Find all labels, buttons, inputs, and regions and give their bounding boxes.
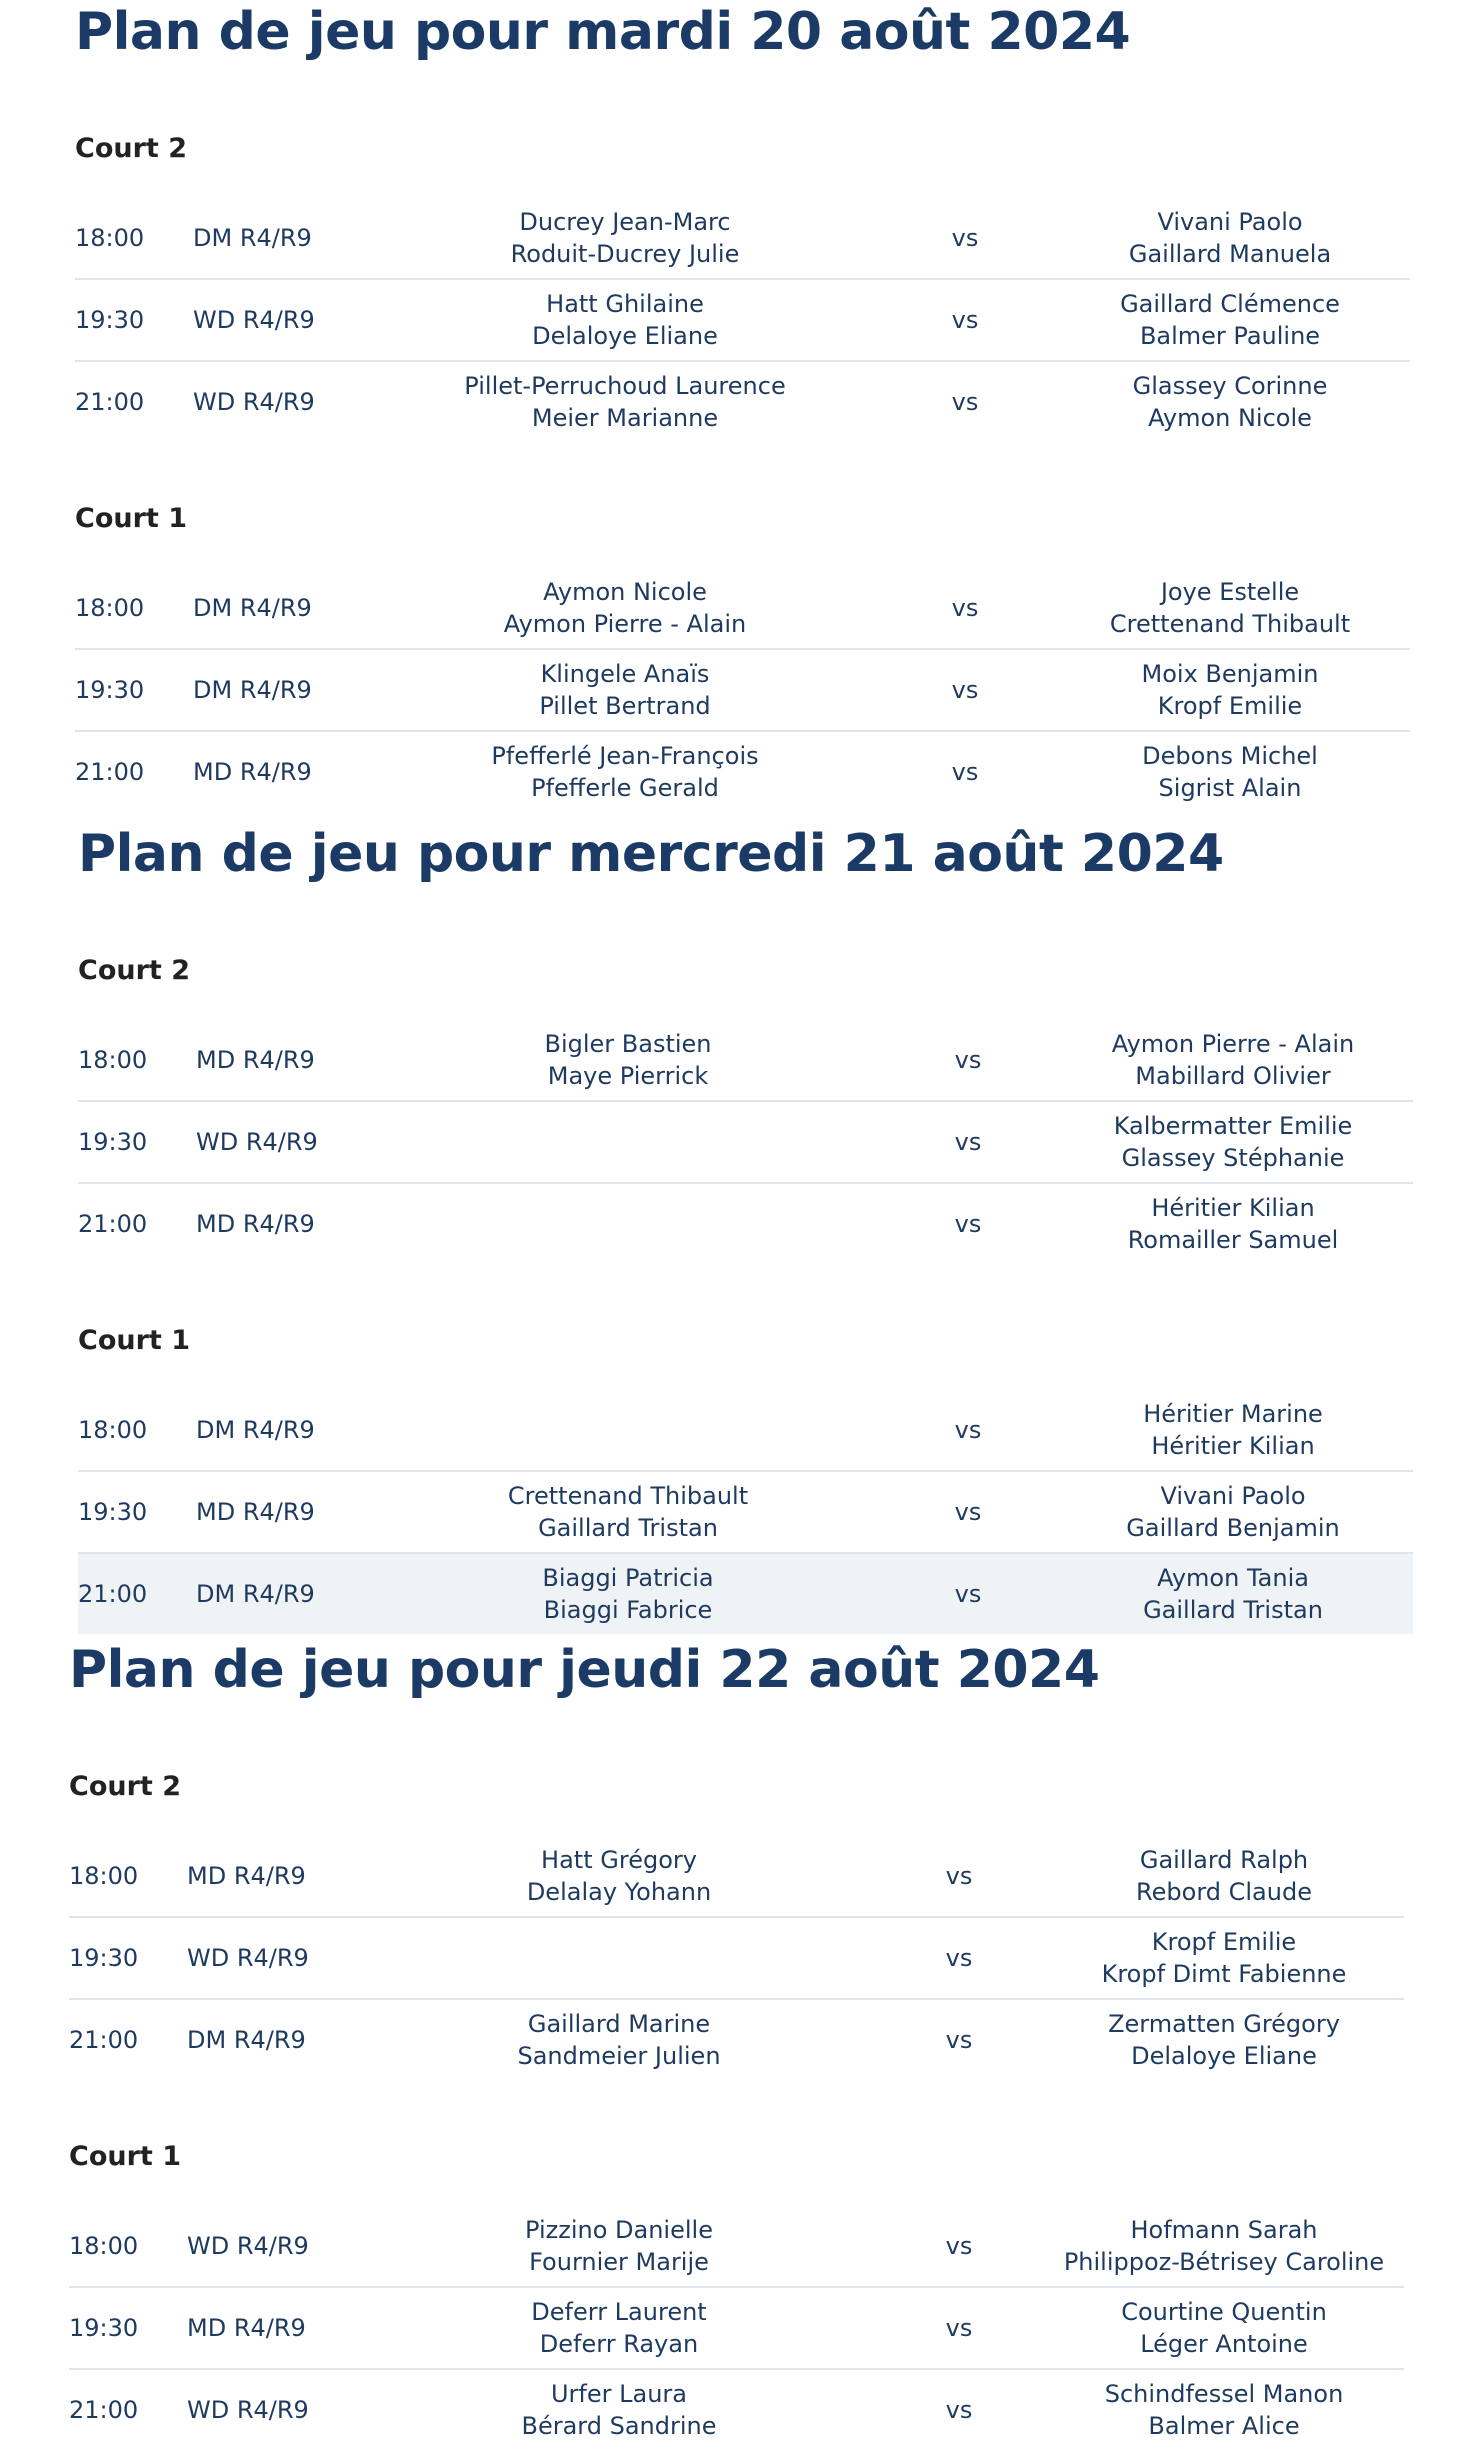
match-time: 18:00 <box>78 1416 148 1444</box>
player-name: Bérard Sandrine <box>521 2412 717 2440</box>
team-1 <box>418 1554 838 1634</box>
player-name: Gaillard Benjamin <box>1126 1514 1340 1542</box>
day-section <box>69 1638 1404 2440</box>
player-name: Héritier Kilian <box>1151 1432 1315 1460</box>
player-name: Gaillard Clémence <box>1120 290 1340 318</box>
day-title: Plan de jeu pour jeudi 22 août 2024 <box>69 1640 1100 1700</box>
match-event: WD R4/R9 <box>187 1944 309 1972</box>
player-name: Gaillard Marine <box>527 2010 711 2038</box>
player-name: Sandmeier Julien <box>517 2042 721 2070</box>
match-row <box>78 1184 1413 1264</box>
player-name: Moix Benjamin <box>1141 660 1319 688</box>
match-time: 21:00 <box>69 2026 139 2054</box>
team-1 <box>418 1020 838 1100</box>
match-row <box>75 362 1410 442</box>
team-1 <box>409 2000 829 2080</box>
team-2 <box>1029 2000 1419 2080</box>
player-name: Aymon Tania <box>1157 1564 1309 1592</box>
court-title: Court 1 <box>69 2141 181 2172</box>
match-time: 21:00 <box>75 388 145 416</box>
team-2 <box>1035 568 1425 648</box>
player-name: Rebord Claude <box>1136 1878 1312 1906</box>
team-1 <box>415 732 835 812</box>
team-1 <box>415 568 835 648</box>
player-name: Schindfessel Manon <box>1104 2380 1344 2408</box>
court-title: Court 1 <box>75 503 187 534</box>
player-name: Pillet-Perruchoud Laurence <box>464 372 786 400</box>
player-name: Romailler Samuel <box>1127 1226 1339 1254</box>
team-2 <box>1029 2370 1419 2450</box>
team-1 <box>418 1184 838 1264</box>
match-time: 21:00 <box>69 2396 139 2424</box>
player-name: Gaillard Tristan <box>1143 1596 1323 1624</box>
team-2 <box>1035 198 1425 278</box>
team-1 <box>409 2370 829 2450</box>
match-event: DM R4/R9 <box>193 594 312 622</box>
player-name: Meier Marianne <box>531 404 719 432</box>
player-name: Pillet Bertrand <box>539 692 711 720</box>
player-name: Glassey Corinne <box>1132 372 1328 400</box>
team-2 <box>1035 650 1425 730</box>
match-event: DM R4/R9 <box>196 1580 315 1608</box>
player-name: Hatt Grégory <box>541 1846 697 1874</box>
vs-label: vs <box>951 306 979 334</box>
match-row <box>69 1836 1404 1918</box>
match-event: WD R4/R9 <box>187 2396 309 2424</box>
player-name: Zermatten Grégory <box>1108 2010 1340 2038</box>
match-event: WD R4/R9 <box>187 2232 309 2260</box>
team-1 <box>415 362 835 442</box>
team-1 <box>418 1390 838 1470</box>
team-2 <box>1038 1472 1428 1552</box>
match-event: DM R4/R9 <box>193 676 312 704</box>
team-1 <box>418 1472 838 1552</box>
vs-label: vs <box>951 224 979 252</box>
match-time: 21:00 <box>78 1580 148 1608</box>
team-1 <box>415 650 835 730</box>
match-event: DM R4/R9 <box>193 224 312 252</box>
player-name: Maye Pierrick <box>547 1062 709 1090</box>
team-1 <box>409 1918 829 1998</box>
match-event: MD R4/R9 <box>196 1046 315 1074</box>
match-event: MD R4/R9 <box>193 758 312 786</box>
team-2 <box>1038 1020 1428 1100</box>
team-2 <box>1035 280 1425 360</box>
match-row <box>69 2206 1404 2288</box>
team-1 <box>409 2206 829 2286</box>
vs-label: vs <box>954 1498 982 1526</box>
match-row <box>78 1390 1413 1472</box>
match-row <box>75 280 1410 362</box>
match-time: 19:30 <box>78 1498 148 1526</box>
player-name: Sigrist Alain <box>1158 774 1302 802</box>
player-name: Aymon Pierre - Alain <box>503 610 747 638</box>
player-name: Aymon Pierre - Alain <box>1111 1030 1355 1058</box>
player-name: Deferr Rayan <box>539 2330 699 2358</box>
player-name: Ducrey Jean-Marc <box>519 208 731 236</box>
player-name: Urfer Laura <box>550 2380 687 2408</box>
player-name: Kropf Emilie <box>1157 692 1303 720</box>
day-section <box>78 822 1413 1624</box>
match-event: WD R4/R9 <box>196 1128 318 1156</box>
player-name: Delaloye Eliane <box>1131 2042 1317 2070</box>
match-event: DM R4/R9 <box>196 1416 315 1444</box>
player-name: Hatt Ghilaine <box>546 290 704 318</box>
player-name: Roduit-Ducrey Julie <box>510 240 740 268</box>
team-2 <box>1035 732 1425 812</box>
match-time: 18:00 <box>69 2232 139 2260</box>
match-time: 19:30 <box>78 1128 148 1156</box>
player-name: Fournier Marije <box>529 2248 709 2276</box>
player-name: Gaillard Ralph <box>1139 1846 1309 1874</box>
vs-label: vs <box>945 2396 973 2424</box>
match-row <box>75 732 1410 812</box>
player-name: Pizzino Danielle <box>525 2216 713 2244</box>
vs-label: vs <box>945 1944 973 1972</box>
player-name: Biaggi Fabrice <box>543 1596 713 1624</box>
player-name: Glassey Stéphanie <box>1121 1144 1345 1172</box>
player-name: Crettenand Thibault <box>1109 610 1351 638</box>
match-time: 18:00 <box>78 1046 148 1074</box>
team-2 <box>1038 1184 1428 1264</box>
player-name: Philippoz-Bétrisey Caroline <box>1063 2248 1385 2276</box>
team-1 <box>418 1102 838 1182</box>
match-row <box>78 1102 1413 1184</box>
team-1 <box>409 1836 829 1916</box>
match-time: 19:30 <box>69 2314 139 2342</box>
vs-label: vs <box>945 1862 973 1890</box>
player-name: Léger Antoine <box>1140 2330 1308 2358</box>
match-row <box>78 1020 1413 1102</box>
match-row <box>75 650 1410 732</box>
day-title: Plan de jeu pour mardi 20 août 2024 <box>75 2 1131 62</box>
player-name: Kropf Emilie <box>1151 1928 1297 1956</box>
team-2 <box>1038 1390 1428 1470</box>
team-2 <box>1029 2288 1419 2368</box>
match-row <box>75 198 1410 280</box>
match-event: DM R4/R9 <box>187 2026 306 2054</box>
vs-label: vs <box>954 1046 982 1074</box>
vs-label: vs <box>951 758 979 786</box>
match-row <box>69 2288 1404 2370</box>
vs-label: vs <box>951 388 979 416</box>
player-name: Balmer Alice <box>1148 2412 1300 2440</box>
vs-label: vs <box>954 1580 982 1608</box>
player-name: Mabillard Olivier <box>1135 1062 1331 1090</box>
match-event: MD R4/R9 <box>187 1862 306 1890</box>
match-time: 18:00 <box>75 224 145 252</box>
day-section <box>75 0 1410 802</box>
court-title: Court 2 <box>69 1771 181 1802</box>
vs-label: vs <box>951 594 979 622</box>
team-1 <box>415 280 835 360</box>
team-2 <box>1029 1918 1419 1998</box>
match-row <box>69 2000 1404 2080</box>
vs-label: vs <box>951 676 979 704</box>
match-event: MD R4/R9 <box>196 1210 315 1238</box>
player-name: Courtine Quentin <box>1121 2298 1327 2326</box>
court-title: Court 1 <box>78 1325 190 1356</box>
vs-label: vs <box>945 2314 973 2342</box>
match-time: 18:00 <box>75 594 145 622</box>
player-name: Kropf Dimt Fabienne <box>1101 1960 1347 1988</box>
team-2 <box>1029 1836 1419 1916</box>
player-name: Pfefferle Gerald <box>531 774 719 802</box>
court-title: Court 2 <box>78 955 190 986</box>
match-event: MD R4/R9 <box>187 2314 306 2342</box>
player-name: Deferr Laurent <box>531 2298 707 2326</box>
match-row <box>78 1554 1413 1634</box>
match-time: 19:30 <box>69 1944 139 1972</box>
player-name: Héritier Marine <box>1143 1400 1323 1428</box>
player-name: Vivani Paolo <box>1157 208 1303 236</box>
player-name: Crettenand Thibault <box>507 1482 749 1510</box>
team-1 <box>415 198 835 278</box>
team-2 <box>1038 1554 1428 1634</box>
match-row <box>69 1918 1404 2000</box>
team-2 <box>1038 1102 1428 1182</box>
player-name: Delaloye Eliane <box>532 322 718 350</box>
team-2 <box>1035 362 1425 442</box>
team-2 <box>1029 2206 1419 2286</box>
vs-label: vs <box>945 2026 973 2054</box>
player-name: Debons Michel <box>1142 742 1318 770</box>
player-name: Héritier Kilian <box>1151 1194 1315 1222</box>
match-time: 21:00 <box>75 758 145 786</box>
day-title: Plan de jeu pour mercredi 21 août 2024 <box>78 824 1224 884</box>
player-name: Delalay Yohann <box>526 1878 712 1906</box>
player-name: Gaillard Tristan <box>538 1514 718 1542</box>
vs-label: vs <box>954 1416 982 1444</box>
match-row <box>69 2370 1404 2450</box>
match-row <box>75 568 1410 650</box>
player-name: Bigler Bastien <box>544 1030 712 1058</box>
player-name: Aymon Nicole <box>543 578 707 606</box>
player-name: Vivani Paolo <box>1160 1482 1306 1510</box>
team-1 <box>409 2288 829 2368</box>
match-event: MD R4/R9 <box>196 1498 315 1526</box>
vs-label: vs <box>954 1210 982 1238</box>
vs-label: vs <box>954 1128 982 1156</box>
match-time: 19:30 <box>75 306 145 334</box>
match-event: WD R4/R9 <box>193 306 315 334</box>
vs-label: vs <box>945 2232 973 2260</box>
player-name: Hofmann Sarah <box>1130 2216 1318 2244</box>
player-name: Pfefferlé Jean-François <box>491 742 759 770</box>
court-title: Court 2 <box>75 133 187 164</box>
match-event: WD R4/R9 <box>193 388 315 416</box>
player-name: Klingele Anaïs <box>540 660 710 688</box>
player-name: Kalbermatter Emilie <box>1113 1112 1353 1140</box>
player-name: Gaillard Manuela <box>1128 240 1332 268</box>
match-time: 19:30 <box>75 676 145 704</box>
player-name: Biaggi Patricia <box>542 1564 714 1592</box>
player-name: Joye Estelle <box>1160 578 1300 606</box>
match-time: 18:00 <box>69 1862 139 1890</box>
player-name: Aymon Nicole <box>1148 404 1312 432</box>
player-name: Balmer Pauline <box>1139 322 1321 350</box>
match-row <box>78 1472 1413 1554</box>
match-time: 21:00 <box>78 1210 148 1238</box>
